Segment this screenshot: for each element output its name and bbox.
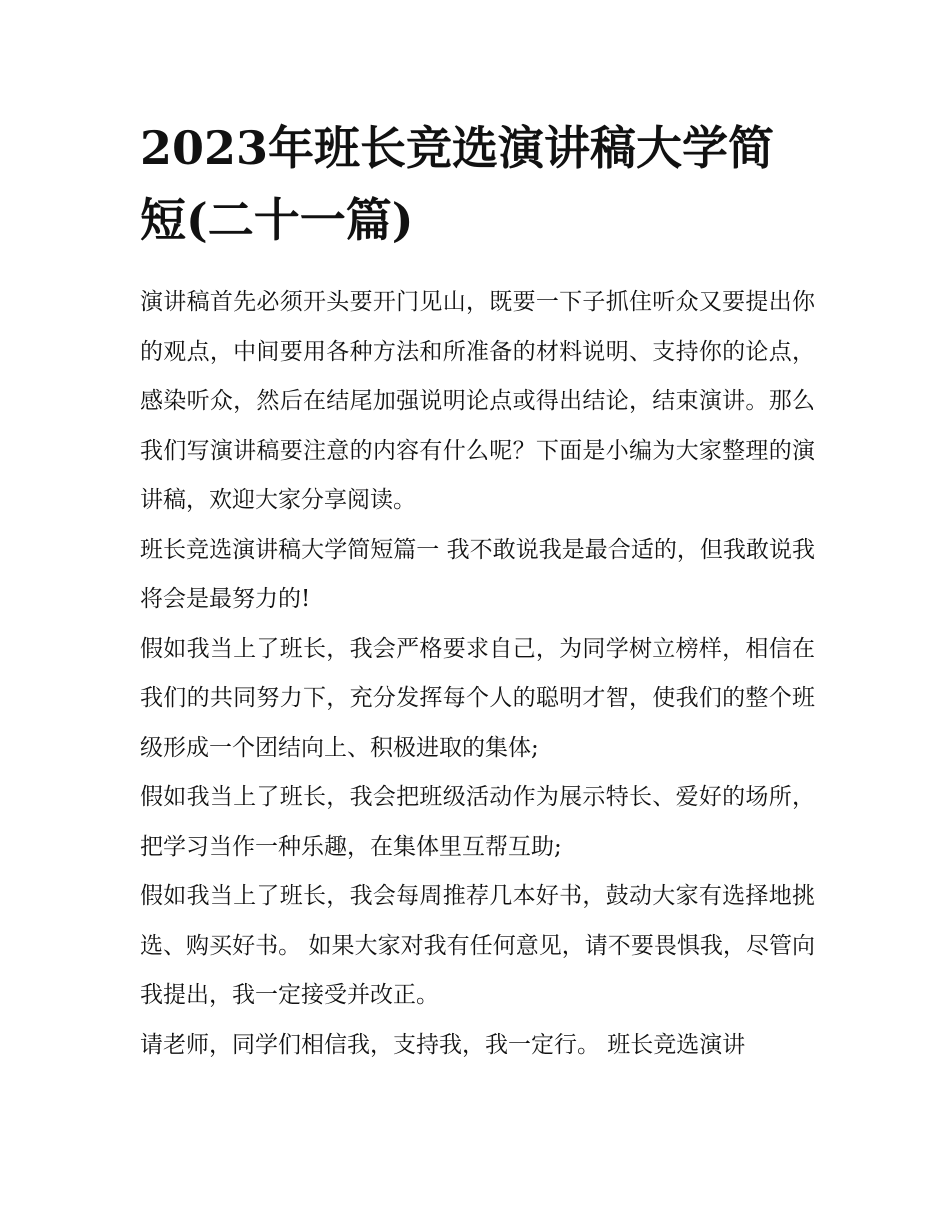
paragraph-if-monitor-1: 假如我当上了班长，我会严格要求自己，为同学树立榜样，相信在我们的共同努力下，充分发挥每个人的聪明才智，使我们的整个班级形成一个团结向上、积极进取的集体; bbox=[140, 635, 815, 761]
paragraph-intro: 演讲稿首先必须开头要开门见山，既要一下子抓住听众又要提出你的观点，中间要用各种方法和所准备的材料说明、支持你的论点，感染听众，然后在结尾加强说明论点或得出结论，结束演讲。那么我们写演讲稿要注意的内容有什么呢？下面是小编为大家整理的演讲稿，欢迎大家分享阅读。 bbox=[140, 289, 815, 513]
paragraph-closing: 请老师，同学们相信我，支持我，我一定行。 班长竞选演讲 bbox=[140, 1031, 746, 1058]
paragraph-if-monitor-2: 假如我当上了班长，我会把班级活动作为展示特长、爱好的场所，把学习当作一种乐趣，在集体里互帮互助; bbox=[140, 784, 815, 860]
document-body bbox=[140, 112, 815, 1070]
document-title: 2023年班长竞选演讲稿大学简短(二十一篇) bbox=[140, 121, 775, 247]
paragraph-if-monitor-3: 假如我当上了班长，我会每周推荐几本好书，鼓动大家有选择地挑选、购买好书。 如果大家对我有任何意见，请不要畏惧我，尽管向我提出，我一定接受并改正。 bbox=[140, 883, 815, 1008]
paragraph-speech-one-opening: 班长竞选演讲稿大学简短篇一 我不敢说我是最合适的，但我敢说我将会是最努力的! bbox=[140, 536, 815, 612]
